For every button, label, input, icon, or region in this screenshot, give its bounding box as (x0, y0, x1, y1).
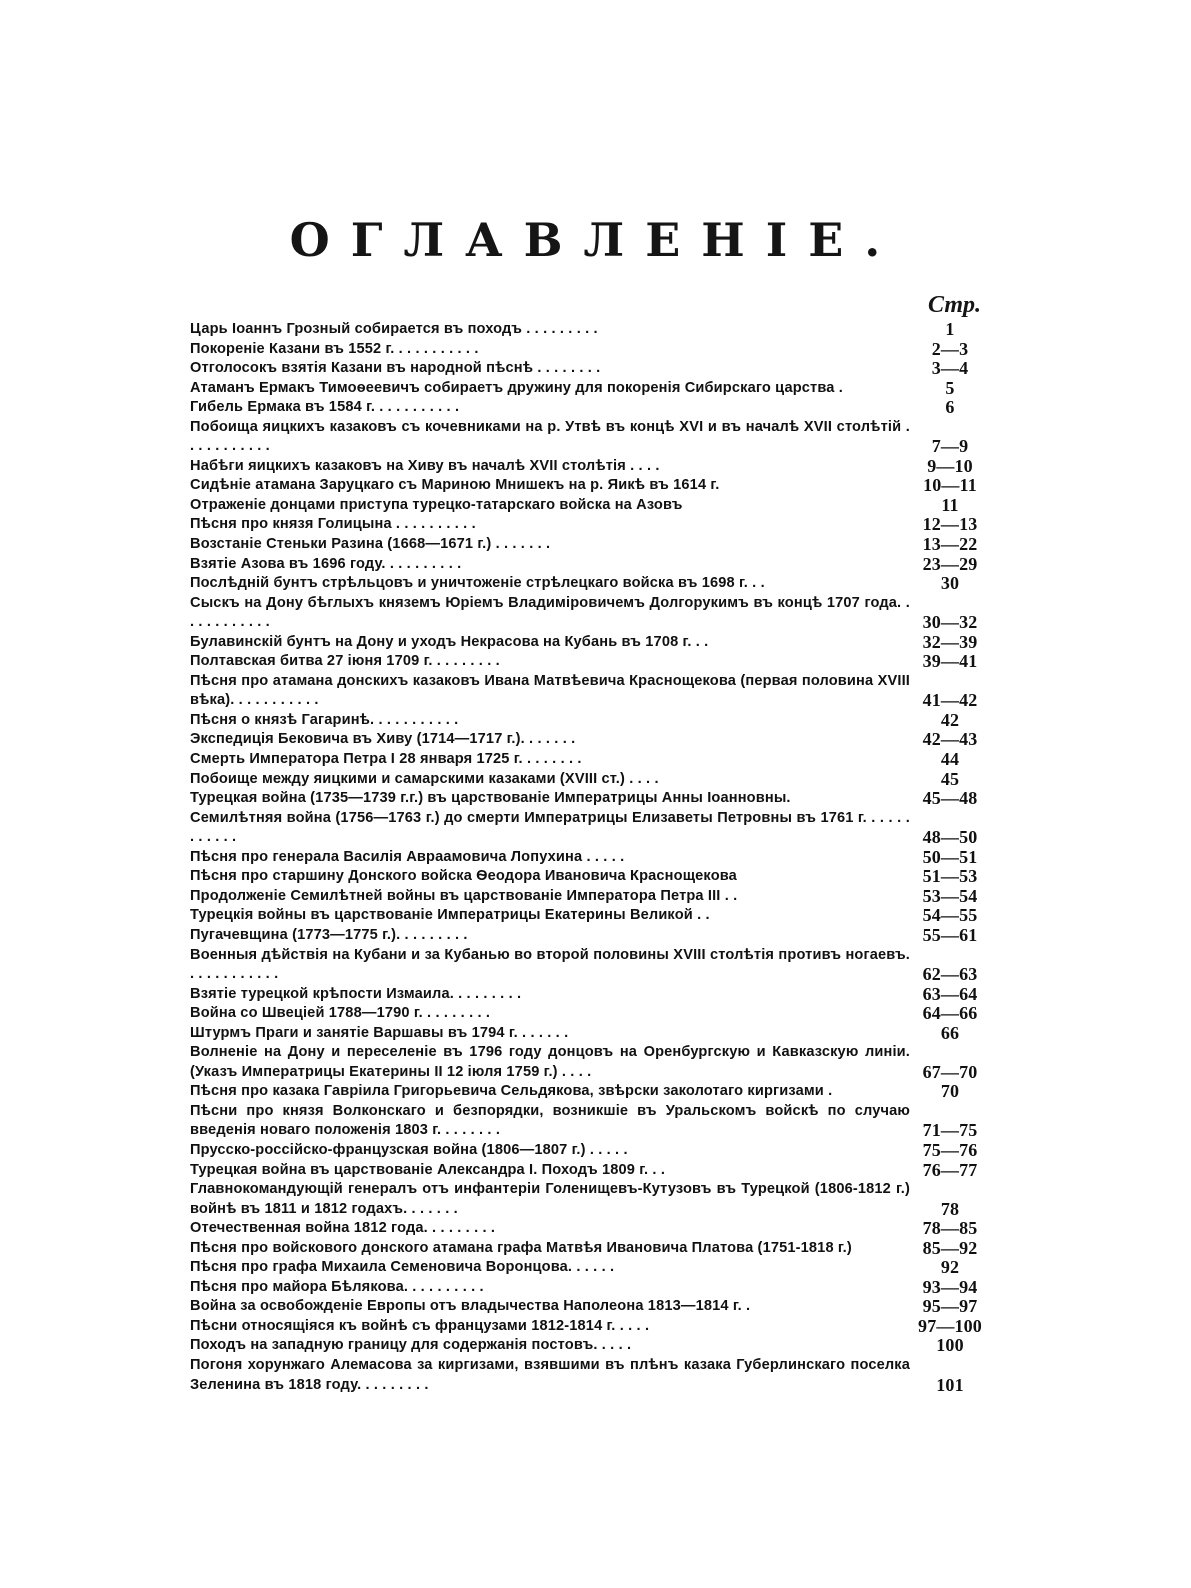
toc-entry (190, 633, 990, 653)
toc-entry-title: Прусско-россійско-французская война (1806—1807 г.) . . . . . (190, 1141, 628, 1158)
toc-entry-title: Взятіе турецкой крѣпости Измаила. . . . . . . . . (190, 985, 522, 1002)
toc-entry (190, 809, 990, 848)
toc-entry (190, 1180, 990, 1219)
toc-entry-page: 101 (936, 1374, 964, 1395)
page-title: ОГЛАВЛЕНІЕ. (289, 213, 902, 267)
toc-entry-title: Главнокомандующій генералъ отъ инфантеріи Голенищевъ-Кутузовъ въ Турецкой (1806-1812 г.) войнѣ въ 1811 и 1812 годахъ. . . . . . . (190, 1181, 910, 1217)
toc-entry-page: 1 (945, 319, 955, 339)
toc-entry (190, 535, 990, 555)
toc-entry (190, 887, 990, 907)
toc-entry-page: 41—42 (922, 690, 978, 711)
toc-entry-title: Турецкія войны въ царствованіе Императрицы Екатерины Великой . . (190, 907, 710, 924)
toc-entry-title: Пѣсня про князя Голицына . . . . . . . . . . (190, 516, 476, 533)
toc-entry (190, 359, 990, 379)
toc-entry (190, 750, 990, 770)
toc-entry (190, 1317, 990, 1337)
toc-entry (190, 926, 990, 946)
toc-entry (190, 672, 990, 711)
toc-entry-title: Атаманъ Ермакъ Тимоѳеевичъ собираетъ дружину для покоренія Сибирскаго царства . (190, 379, 843, 396)
toc-entry-title: Пѣсни про князя Волконскаго и безпорядки, возникшіе въ Уральскомъ войскѣ по случаю введенія новаго положенія 1803 г. . . . . . . . (190, 1102, 910, 1139)
toc-entry-title: Война со Швеціей 1788—1790 г. . . . . . . . . (190, 1005, 491, 1022)
toc-entry-title: Военныя дѣйствія на Кубани и за Кубанью во второй половины XVIII столѣтія противъ ногаевъ. . . . . . . . . . . . (190, 946, 910, 983)
toc-entry-page: 7—9 (931, 436, 969, 457)
table-of-contents (190, 320, 990, 1395)
toc-entry-page: 78 (940, 1198, 960, 1219)
toc-entry-page: 76—77 (922, 1159, 978, 1180)
toc-entry (190, 985, 990, 1005)
toc-entry (190, 730, 990, 750)
toc-entry-page: 13—22 (922, 534, 978, 555)
toc-entry (190, 457, 990, 477)
toc-entry-page: 48—50 (922, 827, 978, 848)
toc-entry (190, 1043, 990, 1082)
toc-entry (190, 1258, 990, 1278)
toc-entry-page: 30—32 (922, 612, 978, 633)
toc-entry-page: 51—53 (922, 866, 978, 887)
toc-entry-title: Пѣсня про графа Михаила Семеновича Воронцова. . . . . . (190, 1259, 615, 1276)
toc-entry-page: 75—76 (922, 1139, 978, 1160)
toc-entry-page: 97—100 (918, 1315, 982, 1336)
toc-entry-page: 11 (941, 494, 959, 515)
toc-entry-page: 45—48 (922, 788, 978, 809)
toc-entry-title: Отечественная война 1812 года. . . . . . . . . (190, 1220, 496, 1237)
toc-entry-page: 32—39 (922, 631, 978, 652)
toc-entry-title: Набѣги яицкихъ казаковъ на Хиву въ началѣ XVII столѣтія . . . . (190, 457, 660, 474)
toc-entry-page: 10—11 (923, 475, 977, 496)
toc-entry-page: 5 (945, 377, 955, 398)
toc-entry-page: 71—75 (922, 1120, 978, 1141)
toc-entry-page: 39—41 (922, 651, 978, 672)
toc-entry (190, 770, 990, 790)
toc-entry-page: 2—3 (931, 338, 969, 359)
toc-entry (190, 555, 990, 575)
toc-entry-title: Побоища яицкихъ казаковъ съ кочевниками на р. Утвѣ въ концѣ XVI и въ началѣ XVII столѣтій . . . . . . . . . . . (190, 418, 910, 455)
toc-entry-title: Отголосокъ взятія Казани въ народной пѣснѣ . . . . . . . . (190, 360, 601, 377)
toc-entry (190, 906, 990, 926)
toc-entry-title: Пѣсня про майора Бѣлякова. . . . . . . . . . (190, 1278, 484, 1295)
toc-entry-page: 92 (940, 1257, 960, 1278)
toc-entry (190, 379, 990, 399)
toc-entry-title: Штурмъ Праги и занятіе Варшавы въ 1794 г. . . . . . . (190, 1024, 569, 1041)
toc-entry-title: Булавинскій бунтъ на Дону и уходъ Некрасова на Кубань въ 1708 г. . . (190, 633, 709, 650)
toc-entry (190, 574, 990, 594)
toc-entry (190, 1297, 990, 1317)
toc-entry-title: Сидѣніе атамана Заруцкаго съ Мариною Мнишекъ на р. Яикѣ въ 1614 г. (190, 477, 720, 494)
toc-entry (190, 848, 990, 868)
toc-entry-title: Царь Іоаннъ Грозный собирается въ походъ . . . . . . . . . (190, 321, 598, 337)
toc-entry-page: 64—66 (922, 1003, 978, 1024)
toc-entry (190, 340, 990, 360)
toc-entry-title: Полтавская битва 27 іюня 1709 г. . . . . . . . . (190, 653, 500, 670)
toc-entry-title: Походъ на западную границу для содержанія постовъ. . . . . (190, 1337, 632, 1354)
toc-entry-title: Турецкая война въ царствованіе Александра I. Походъ 1809 г. . . (190, 1161, 666, 1178)
toc-entry-page: 23—29 (922, 553, 978, 574)
toc-entry (190, 496, 990, 516)
toc-entry-title: Семилѣтняя война (1756—1763 г.) до смерти Императрицы Елизаветы Петровны въ 1761 г. . . . . . . . . . . . (190, 809, 910, 846)
toc-entry-page: 62—63 (922, 964, 978, 985)
toc-entry-page: 55—61 (922, 924, 978, 945)
toc-entry-page: 6 (945, 397, 955, 418)
toc-entry-page: 42—43 (922, 729, 978, 750)
toc-entry-page: 67—70 (922, 1061, 978, 1082)
toc-entry-title: Сыскъ на Дону бѣглыхъ княземъ Юріемъ Владиміровичемъ Долгорукимъ въ концѣ 1707 года. . . . . . . . . . . . (190, 594, 910, 631)
toc-entry-title: Пѣсня про войскового донского атамана графа Матвѣя Ивановича Платова (1751-1818 г.) (190, 1239, 852, 1256)
toc-entry-title: Продолженіе Семилѣтней войны въ царствованіе Императора Петра III . . (190, 887, 738, 904)
toc-entry (190, 867, 990, 887)
toc-entry-page: 54—55 (922, 905, 978, 926)
toc-entry (190, 398, 990, 418)
toc-entry-title: Турецкая война (1735—1739 г.г.) въ царствованіе Императрицы Анны Іоанновны. (190, 790, 791, 807)
toc-entry-page: 100 (936, 1335, 964, 1356)
toc-entry-title: Экспедиція Бековича въ Хиву (1714—1717 г.). . . . . . . (190, 731, 576, 748)
toc-entry (190, 1161, 990, 1181)
toc-entry (190, 418, 990, 457)
toc-entry (190, 1278, 990, 1298)
toc-entry-title: Пѣсня про старшину Донского войска Ѳеодора Ивановича Краснощекова (190, 868, 737, 885)
toc-entry (190, 515, 990, 535)
toc-entry (190, 1336, 990, 1356)
toc-entry (190, 711, 990, 731)
toc-entry (190, 1141, 990, 1161)
toc-entry (190, 320, 990, 340)
toc-entry-page: 44 (940, 749, 960, 770)
toc-entry-page: 30 (940, 573, 960, 594)
toc-entry-page: 93—94 (922, 1276, 978, 1297)
toc-entry-title: Послѣдній бунтъ стрѣльцовъ и уничтоженіе стрѣлецкаго войска въ 1698 г. . . (190, 575, 765, 592)
toc-entry (190, 1004, 990, 1024)
toc-entry-title: Пѣсня про казака Гавріила Григорьевича Сельдякова, звѣрски заколотаго киргизами . (190, 1083, 833, 1100)
toc-entry-page: 78—85 (922, 1218, 978, 1239)
toc-entry-title: Пѣсни относящіяся къ войнѣ съ французами 1812-1814 г. . . . . (190, 1317, 650, 1334)
toc-entry-title: Пѣсня о князѣ Гагаринѣ. . . . . . . . . . . (190, 711, 459, 728)
toc-entry-page: 95—97 (922, 1296, 978, 1317)
toc-entry-title: Взятіе Азова въ 1696 году. . . . . . . . . . (190, 555, 462, 572)
toc-entry-title: Погоня хорунжаго Алемасова за киргизами, взявшими въ плѣнъ казака Губерлинскаго поселка Зеленина въ 1818 году. . . . . . . . . (190, 1356, 910, 1393)
toc-entry-title: Покореніе Казани въ 1552 г. . . . . . . . . . . (190, 340, 479, 357)
toc-entry-title: Пѣсня про генерала Василія Авраамовича Лопухина . . . . . (190, 848, 625, 865)
toc-entry-page: 3—4 (931, 358, 969, 379)
toc-entry-title: Пугачевщина (1773—1775 г.). . . . . . . . . (190, 926, 468, 943)
toc-entry-page: 53—54 (922, 885, 978, 906)
toc-entry-page: 42 (940, 709, 960, 730)
toc-entry-title: Побоище между яицкими и самарскими казаками (XVIII ст.) . . . . (190, 770, 659, 787)
toc-entry (190, 946, 990, 985)
toc-entry-page: 70 (940, 1081, 960, 1102)
page-column-header: Стр. (928, 292, 982, 318)
toc-entry (190, 594, 990, 633)
toc-entry-title: Волненіе на Дону и переселеніе въ 1796 году донцовъ на Оренбургскую и Кавказскую линіи. (Указъ Императрицы Екатерины II 12 іюля 1759 г.) . . . . (190, 1044, 910, 1080)
toc-entry (190, 789, 990, 809)
toc-entry (190, 652, 990, 672)
toc-entry (190, 1102, 990, 1141)
toc-entry (190, 476, 990, 496)
toc-entry-title: Возстаніе Стеньки Разина (1668—1671 г.) . . . . . . . (190, 536, 551, 553)
toc-entry-page: 85—92 (922, 1237, 978, 1258)
toc-entry-page: 45 (940, 768, 960, 789)
toc-entry (190, 1239, 990, 1259)
toc-entry (190, 1356, 990, 1395)
toc-entry-page: 12—13 (922, 514, 978, 535)
toc-entry (190, 1024, 990, 1044)
toc-entry-title: Гибель Ермака въ 1584 г. . . . . . . . . . . (190, 399, 460, 416)
toc-entry-title: Смерть Императора Петра I 28 января 1725 г. . . . . . . . (190, 751, 582, 768)
toc-entry (190, 1219, 990, 1239)
toc-entry-page: 50—51 (922, 846, 978, 867)
toc-entry-title: Отраженіе донцами приступа турецко-татарскаго войска на Азовъ (190, 496, 683, 513)
toc-entry-title: Война за освобожденіе Европы отъ владычества Наполеона 1813—1814 г. . (190, 1298, 751, 1315)
toc-entry-page: 66 (940, 1022, 960, 1043)
toc-entry (190, 1082, 990, 1102)
toc-entry-page: 63—64 (922, 983, 978, 1004)
toc-entry-page: 9—10 (927, 455, 973, 476)
toc-entry-title: Пѣсня про атамана донскихъ казаковъ Ивана Матвѣевича Краснощекова (первая половина XVIII вѣка). . . . . . . . . . . (190, 672, 910, 709)
